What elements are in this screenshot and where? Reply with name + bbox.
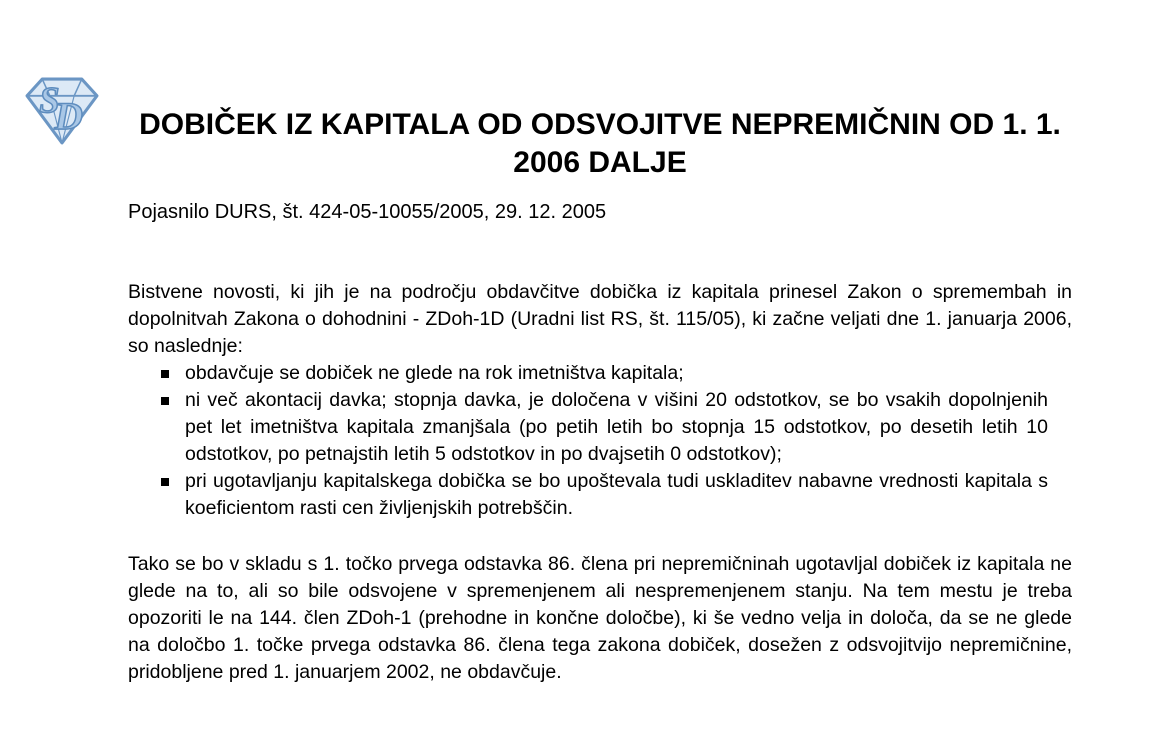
intro-paragraph: Bistvene novosti, ki jih je na področju obdavčitve dobička iz kapitala prinesel Zakon o spremembah in dopolnitvah Zakona o dohodnini - ZDoh-1D (Uradni list RS, št. 115/05), ki začne veljati dne 1. januarja 2006, so naslednje:	[128, 281, 1072, 357]
bullet-item: obdavčuje se dobiček ne glede na rok imetništva kapitala;	[161, 360, 1048, 387]
document-content	[128, 0, 1072, 686]
diamond-gem-icon	[24, 72, 100, 150]
document-reference-line: Pojasnilo DURS, št. 424-05-10055/2005, 29. 12. 2005	[128, 201, 607, 223]
sd-diamond-logo	[24, 72, 100, 150]
closing-paragraph: Tako se bo v skladu s 1. točko prvega odstavka 86. člena pri nepremičninah ugotavljal dobiček iz kapitala ne glede na to, ali so bile odsvojene v spremenjenem ali nespremenjenem stanju. Na tem mestu je treba opozoriti le na 144. člen ZDoh-1 (prehodne in končne določbe), ki še vedno velja in določa, da se ne glede na določbo 1. točke prvega odstavka 86. člena tega zakona dobiček, dosežen z odsvojitvijo nepremičnine, pridobljene pred 1. januarjem 2002, ne obdavčuje.	[128, 553, 1072, 683]
bullet-item: pri ugotavljanju kapitalskega dobička se bo upoštevala tudi uskladitev nabavne vrednosti kapitala s koeficientom rasti cen življenjskih potrebščin.	[161, 468, 1048, 522]
logo-monogram-s: S	[39, 79, 60, 121]
logo-monogram-d: D	[54, 94, 83, 139]
bullet-item: ni več akontacij davka; stopnja davka, je določena v višini 20 odstotkov, se bo vsakih dopolnjenih pet let imetništva kapitala zmanjšala (po petih letih bo stopnja 15 odstotkov, po desetih letih 10 odstotkov, po petnajstih letih 5 odstotkov in po dvajsetih 0 odstotkov);	[161, 387, 1048, 468]
novelty-bullet-list	[161, 360, 1048, 522]
document-title: DOBIČEK IZ KAPITALA OD ODSVOJITVE NEPREMIČNIN OD 1. 1. 2006 DALJE	[139, 108, 1061, 179]
